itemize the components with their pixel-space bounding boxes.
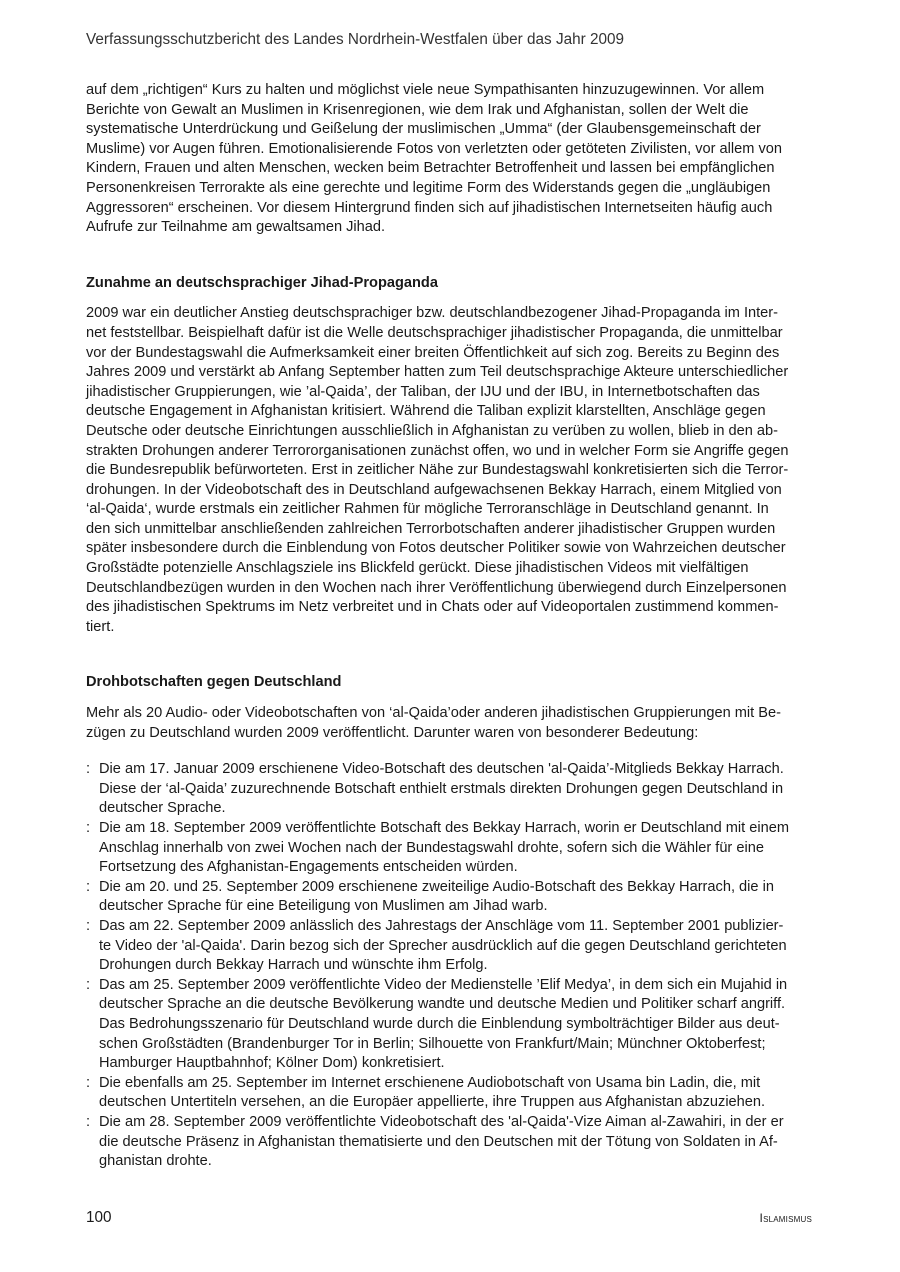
text-line: ghanistan drohte. — [99, 1153, 212, 1170]
text-line: zügen zu Deutschland wurden 2009 veröffentlicht. Darunter waren von besonderer Bedeutung: — [86, 724, 699, 741]
text-line: Die am 17. Januar 2009 erschienene Video-Botschaft des deutschen 'al-Qaida’-Mitglieds Bekkay Harrach. — [99, 761, 784, 778]
text-line: deutscher Sprache. — [99, 800, 226, 817]
text-line: Deutsche oder deutsche Einrichtungen ausschließlich in Afghanistan zu verüben zu wollen, blieb in den ab- — [86, 422, 779, 439]
text-line: deutscher Sprache an die deutsche Bevölkerung wandte und deutsche Medien und Politiker scharf angriff. — [99, 996, 786, 1013]
list-item-text — [99, 1074, 826, 1113]
text-line: Das am 25. September 2009 veröffentlichte Video der Medienstelle ’Elif Medya’, in dem sich ein Mujahid in — [99, 976, 788, 993]
text-line: Die am 28. September 2009 veröffentlichte Videobotschaft des 'al-Qaida'-Vize Aiman al-Zawahiri, in der er — [99, 1113, 784, 1130]
text-line: te Video der 'al-Qaida'. Darin bezog sich der Sprecher ausdrücklich auf die gegen Deutschland gerichteten — [99, 937, 787, 954]
text-line: Aufrufe zur Teilnahme am gewaltsamen Jihad. — [86, 219, 386, 236]
list-item — [86, 760, 826, 819]
bullet-marker: : — [86, 976, 91, 993]
text-line: Anschlag innerhalb von zwei Wochen nach der Bundestagswahl drohte, sofern sich die Wähler für eine — [99, 839, 764, 856]
list-item — [86, 917, 826, 976]
text-line: Drohungen durch Bekkay Harrach und wünschte ihm Erfolg. — [99, 957, 488, 974]
text-line: Das am 22. September 2009 anlässlich des Jahrestags der Anschläge vom 11. September 2001 publizier- — [99, 917, 784, 934]
paragraph-threats-intro — [86, 704, 826, 743]
text-line: Muslime) vor Augen führen. Emotionalisierende Fotos von verletzten oder getöteten Zivilisten, vor allem von — [86, 140, 782, 157]
list-item — [86, 819, 826, 878]
text-line: vor der Bundestagswahl die Aufmerksamkeit einer breiten Öffentlichkeit auf sich zog. Bereits zu Beginn des — [86, 344, 780, 361]
section-heading-threats: Drohbotschaften gegen Deutschland — [86, 674, 342, 691]
bullet-marker: : — [86, 878, 91, 895]
list-item-text — [99, 917, 826, 976]
text-line: strakten Drohungen anderer Terrororganisationen zunächst offen, wo und in welcher Form sie Angriffe gegen — [86, 442, 789, 459]
text-line: den sich unmittelbar anschließenden zahlreichen Terrorbotschaften anderer jihadistischer Gruppen wurden — [86, 520, 776, 537]
text-line: deutscher Sprache für eine Beteiligung von Muslimen am Jihad warb. — [99, 898, 548, 915]
list-item-text — [99, 976, 826, 1074]
text-line: Mehr als 20 Audio- oder Videobotschaften von ‘al-Qaida’oder anderen jihadistischen Gruppierungen mit Be- — [86, 705, 781, 722]
text-line: net feststellbar. Beispielhaft dafür ist die Welle deutschsprachiger jihadistischer Propaganda, die unmittelbar — [86, 324, 783, 341]
list-item-text — [99, 760, 826, 819]
text-line: Die ebenfalls am 25. September im Internet erschienene Audiobotschaft von Usama bin Ladin, die, mit — [99, 1074, 761, 1091]
text-line: schen Großstädten (Brandenburger Tor in Berlin; Silhouette von Frankfurt/Main; Münchner Oktoberfest; — [99, 1035, 766, 1052]
text-line: Hamburger Hauptbahnhof; Kölner Dom) konkretisiert. — [99, 1055, 445, 1072]
text-line: tiert. — [86, 618, 115, 635]
text-line: auf dem „richtigen“ Kurs zu halten und möglichst viele neue Sympathisanten hinzuzugewinnen. Vor allem — [86, 82, 765, 98]
list-item-text — [99, 878, 826, 917]
section-label: Islamismus — [759, 1211, 812, 1225]
text-line: Aggressoren“ erscheinen. Vor diesem Hintergrund finden sich auf jihadistischen Internetseiten häufig auch — [86, 199, 773, 216]
bullet-marker: : — [86, 820, 91, 836]
text-line: Diese der ‘al-Qaida’ zuzurechnende Botschaft enthielt erstmals direkten Drohungen gegen Deutschland in — [99, 780, 784, 797]
text-line: drohungen. In der Videobotschaft des in Deutschland aufgewachsenen Bekkay Harrach, einem Mitglied von — [86, 481, 782, 498]
paragraph-propaganda — [86, 304, 826, 637]
bullet-marker: : — [86, 917, 91, 934]
text-line: ‘al-Qaida‘, wurde erstmals ein zeitlicher Rahmen für mögliche Terroranschläge in Deutschland genannt. In — [86, 501, 769, 518]
text-line: Die am 18. September 2009 veröffentlichte Botschaft des Bekkay Harrach, worin er Deutschland mit einem — [99, 820, 790, 836]
bullet-marker: : — [86, 761, 91, 778]
list-item — [86, 878, 826, 917]
text-line: die Bundesrepublik befürworteten. Erst in zeitlicher Nähe zur Bundestagswahl konkretisierten sich die Terror- — [86, 462, 789, 479]
running-header: Verfassungsschutzbericht des Landes Nordrhein-Westfalen über das Jahr 2009 — [86, 31, 624, 48]
text-line: Großstädte potenzielle Anschlagsziele ins Blickfeld gerückt. Diese jihadistischen Videos mit vielfältigen — [86, 560, 749, 577]
text-line: später insbesondere durch die Einblendung von Fotos deutscher Politiker sowie von Wahrzeichen deutscher — [86, 540, 786, 557]
paragraph-intro — [86, 81, 826, 238]
list-item — [86, 1113, 826, 1172]
text-line: Deutschlandbezügen wurden in den Wochen nach ihrer Veröffentlichung überwiegend durch Einzelpersonen — [86, 579, 787, 596]
text-line: Jahres 2009 und verstärkt ab Anfang September hatten zum Teil deutschsprachige Akteure unterschiedlicher — [86, 364, 789, 381]
bullet-marker: : — [86, 1113, 91, 1130]
bullet-marker: : — [86, 1074, 91, 1091]
list-item — [86, 1074, 826, 1113]
page-number: 100 — [86, 1209, 112, 1226]
list-item-text — [99, 819, 826, 878]
text-line: des jihadistischen Spektrums im Netz verbreitet und in Chats oder auf Videoportalen zustimmend kommen- — [86, 599, 779, 616]
text-line: 2009 war ein deutlicher Anstieg deutschsprachiger bzw. deutschlandbezogener Jihad-Propaganda im Inter- — [86, 305, 779, 322]
list-item-text — [99, 1113, 826, 1172]
list-item — [86, 976, 826, 1074]
text-line: Das Bedrohungsszenario für Deutschland wurde durch die Einblendung symbolträchtiger Bilder aus deut- — [99, 1015, 780, 1032]
text-line: die deutsche Präsenz in Afghanistan thematisierte und den Deutschen mit der Tötung von Soldaten in Af- — [99, 1133, 778, 1150]
text-line: Fortsetzung des Afghanistan-Engagements entscheiden würden. — [99, 859, 518, 876]
text-line: Die am 20. und 25. September 2009 erschienene zweiteilige Audio-Botschaft des Bekkay Harrach, die in — [99, 878, 774, 895]
text-line: deutsche Engagement in Afghanistan kritisiert. Während die Taliban explizit klarstellten, Anschläge gegen — [86, 403, 766, 420]
text-line: deutschen Untertiteln versehen, an die Europäer appellierte, ihre Truppen aus Afghanistan abzuziehen. — [99, 1094, 766, 1111]
text-line: jihadistischer Gruppierungen, wie ’al-Qaida’, der Taliban, der IJU und der IBU, in Internetbotschaften das — [86, 383, 760, 400]
section-heading-propaganda: Zunahme an deutschsprachiger Jihad-Propaganda — [86, 274, 438, 291]
page-content — [86, 81, 826, 1172]
text-line: Personenkreisen Terrorakte als eine gerechte und legitime Form des Widerstands gegen die „ungläubigen — [86, 179, 771, 196]
threat-messages-list — [86, 760, 826, 1171]
text-line: Berichte von Gewalt an Muslimen in Krisenregionen, wie dem Irak und Afghanistan, sollen der Welt die — [86, 101, 749, 118]
text-line: systematische Unterdrückung und Geißelung der muslimischen „Umma“ (der Glaubensgemeinschaft der — [86, 121, 761, 138]
text-line: Kindern, Frauen und alten Menschen, wecken beim Betrachter Betroffenheit und lassen bei empfänglichen — [86, 160, 775, 177]
